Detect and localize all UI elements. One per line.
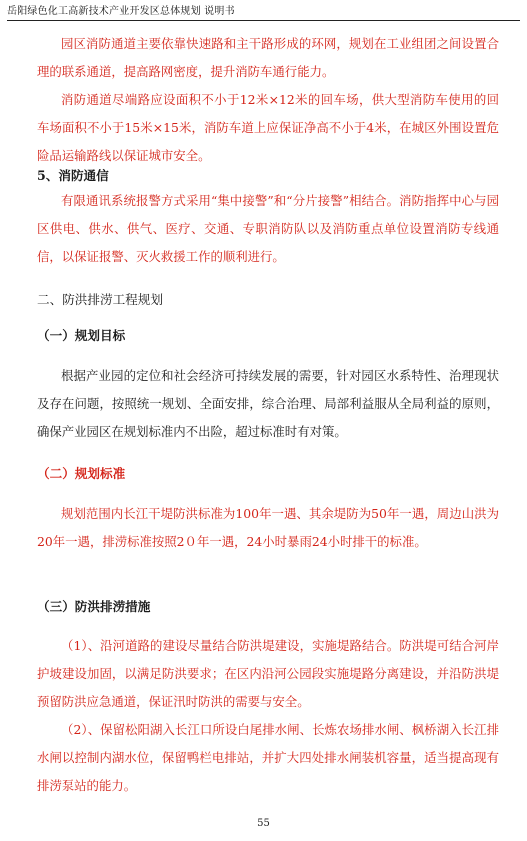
header-divider [7,20,520,21]
running-header: 岳阳绿色化工高新技术产业开发区总体规划 说明书 [7,6,235,17]
paragraph-alarm-system: 有限通讯系统报警方式采用“集中接警”和“分片接警”相结合。消防指挥中心与园区供电、供水、供气、医疗、交通、专职消防队以及消防重点单位设置消防专线通信，以保证报警、灭火救援工作的顺利进行。 [37,193,499,264]
paragraph-measure-1: （1）、沿河道路的建设尽量结合防洪堤建设，实施堤路结合。防洪堤可结合河岸护坡建设加固，以满足防洪要求；在区内沿河公园段实施堤路分离建设，并沿防洪堤预留防洪应急通道，保证汛时防洪的需要与安全。 [37,638,499,709]
heading-fire-communication: 5、消防通信 [37,168,109,183]
subsection-heading-goals: （一）规划目标 [37,328,126,343]
section-heading-flood-control: 二、防洪排涝工程规划 [37,292,163,307]
page-number: 55 [257,818,270,829]
paragraph-turnaround-requirements: 消防通道尽端路应设面积不小于12米×12米的回车场，供大型消防车使用的回车场面积不小于15米×15米，消防车道上应保证净高不小于4米，在城区外围设置危险品运输路线以保证城市安全。 [37,92,499,163]
subsection-heading-measures: （三）防洪排涝措施 [37,599,151,614]
paragraph-fire-road-network: 园区消防通道主要依靠快速路和主干路形成的环网，规划在工业组团之间设置合理的联系通道，提高路网密度，提升消防车通行能力。 [37,36,499,79]
paragraph-planning-goals: 根据产业园的定位和社会经济可持续发展的需要，针对园区水系特性、治理现状及存在问题，按照统一规划、全面安排，综合治理、局部利益服从全局利益的原则，确保产业园区在规划标准内不出险，超过标准时有对策。 [37,368,499,439]
paragraph-measure-2: （2）、保留松阳湖入长江口所设白尾排水闸、长炼农场排水闸、枫桥湖入长江排水闸以控制内湖水位，保留鸭栏电排站，并扩大四处排水闸装机容量，适当提高现有排涝泵站的能力。 [37,722,499,793]
subsection-heading-standards: （二）规划标准 [37,466,126,481]
paragraph-flood-standards: 规划范围内长江干堤防洪标准为100年一遇、其余堤防为50年一遇，周边山洪为20年一遇，排涝标准按照2０年一遇，24小时暴雨24小时排干的标准。 [37,506,499,549]
